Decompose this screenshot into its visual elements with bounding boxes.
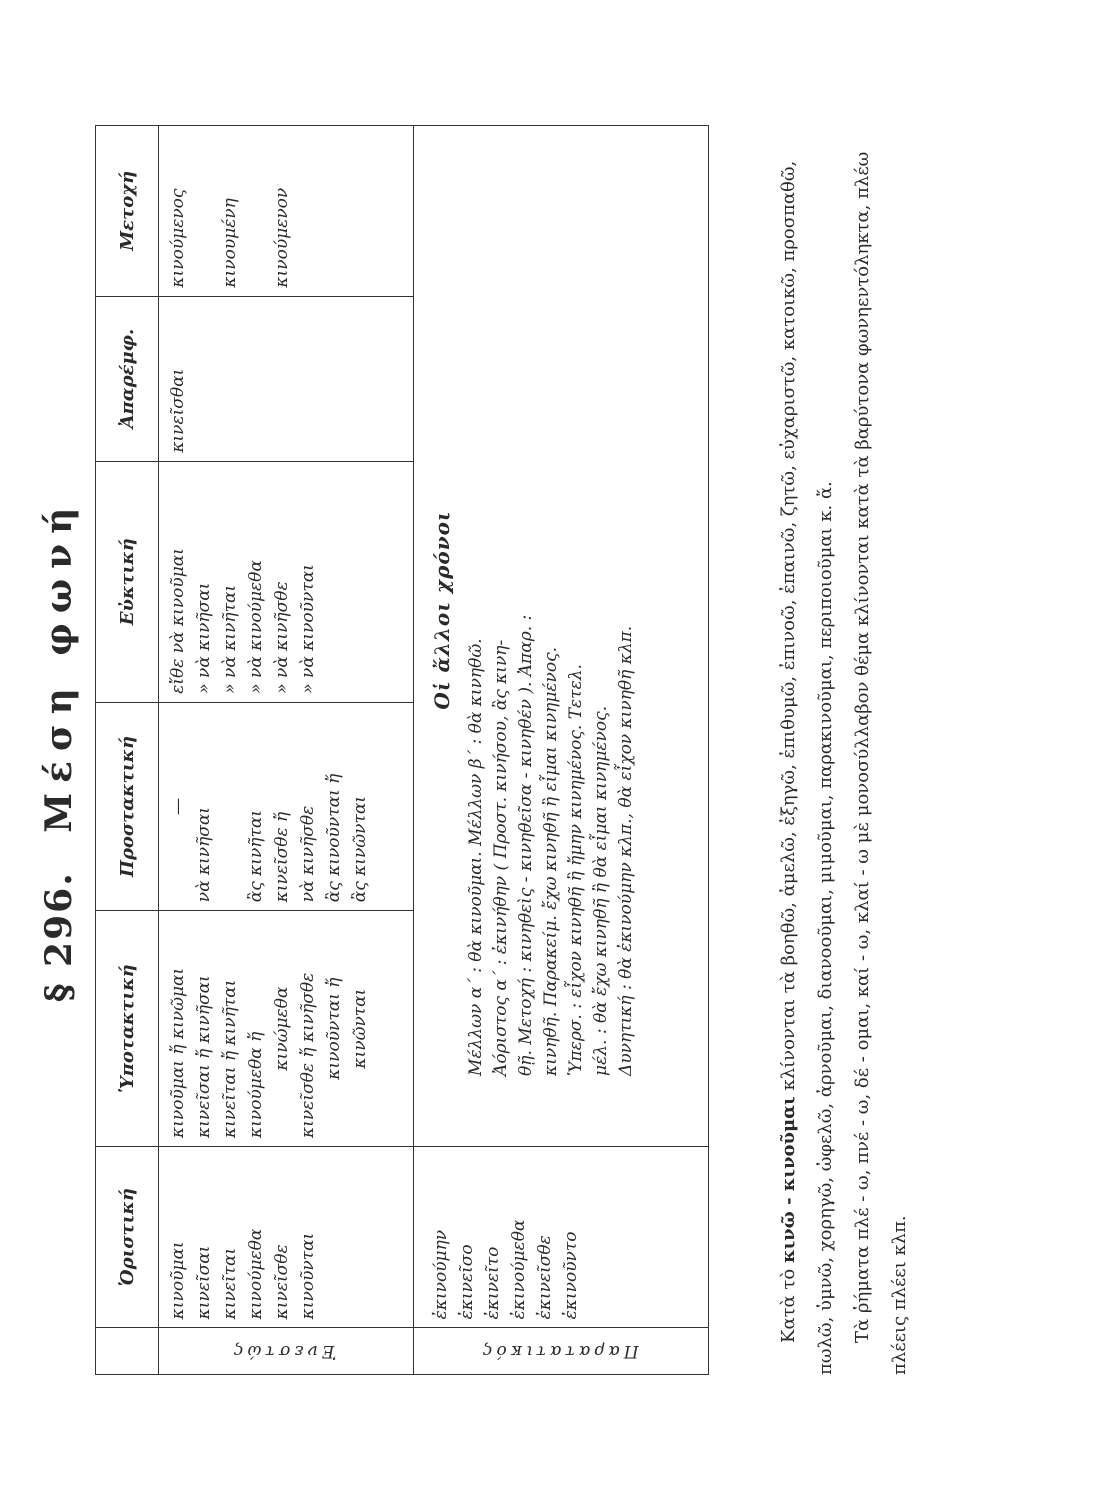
form-text: » νὰ κινούμεθα xyxy=(246,560,266,694)
form-text: ἐκινούμεθα xyxy=(509,1219,529,1320)
form-text: κινεῖσαι ἤ κινῆσαι xyxy=(194,975,214,1138)
label-enestos: Ἐνεστώς xyxy=(230,1341,337,1362)
cell-other-tenses xyxy=(414,126,709,1147)
other-tense-line: κινηθῆ. Παρακείμ. ἔχω κινηθῆ ἢ εἶμαι κινημένος. xyxy=(541,646,561,1076)
note-text: Κατὰ τὸ xyxy=(778,1263,799,1343)
form-text: » νὰ κινῆσαι xyxy=(194,582,214,694)
form-text: κινουμένη xyxy=(220,198,240,288)
form-text: ἐκινεῖτο xyxy=(483,1246,503,1320)
other-tense-line: Ὑπερσ. : εἶχον κινηθῆ ἢ ἤμην κινημένος. Τετελ. xyxy=(566,664,586,1076)
form-text: κινοῦμαι ἤ κινῶμαι xyxy=(168,967,188,1138)
form-text: ἐκινεῖσο xyxy=(457,1244,477,1320)
cell-enestos-prostaktiki xyxy=(159,702,414,911)
form-text: νὰ κινῆσθε xyxy=(298,805,318,903)
other-tenses-title: Οἱ ἄλλοι χρόνοι xyxy=(430,510,454,710)
form-text: » νὰ κινοῦνται xyxy=(298,564,318,694)
header-aparemfato: Ἀπαρέμφ. xyxy=(96,296,159,461)
form-text: κινεῖσθαι xyxy=(168,368,188,453)
cell-enestos-aparemfato xyxy=(159,296,414,461)
form-text: ἐκινεῖσθε xyxy=(535,1235,555,1320)
header-oristiki: Ὁριστική xyxy=(96,1146,159,1327)
form-text xyxy=(191,134,217,288)
form-text: — xyxy=(168,798,188,816)
conjugation-table xyxy=(95,125,709,1375)
label-paratatikos: Παρατατικός xyxy=(478,1341,639,1362)
form-text: ἂς κινῆται xyxy=(246,809,266,903)
form-text: κινοῦνται xyxy=(298,1232,318,1320)
header-euktiki: Εὐκτική xyxy=(96,461,159,702)
page-title xyxy=(38,0,80,1500)
form-text: κινούμεθα xyxy=(246,1228,266,1320)
cell-enestos-euktiki xyxy=(159,461,414,702)
header-prostaktiki: Προστακτική xyxy=(96,702,159,911)
form-text: ἐκινοῦντο xyxy=(561,1231,581,1320)
other-tense-line: μέλ. : θὰ ἔχω κινηθῆ ἢ θὰ εἶμαι κινημένος. xyxy=(591,705,611,1076)
form-text: κινεῖσθε ἤ xyxy=(272,811,292,903)
other-tense-line: Δυνητική : θὰ ἐκινούμην κλπ., θὰ εἶχον κινηθῆ κλπ. xyxy=(616,625,636,1076)
form-text: κινούμενον xyxy=(272,187,292,288)
note-bold-verb: κινῶ - κινοῦμαι xyxy=(778,1096,799,1264)
row-label-paratatikos xyxy=(414,1328,709,1375)
form-text: κινεῖται ἤ κινῆται xyxy=(220,979,240,1138)
form-text: νὰ κινῆσαι xyxy=(194,806,214,903)
form-text: ἐκινούμην xyxy=(431,1229,451,1320)
cell-paratatikos-oristiki xyxy=(414,1146,709,1327)
notes xyxy=(770,115,918,1375)
other-tense-line: θῇ. Μετοχή : κινηθεὶς - κινηθεῖσα - κινηθέν ). Ἀπαρ. : xyxy=(516,614,536,1076)
row-enestos xyxy=(159,126,414,1375)
row-label-enestos xyxy=(159,1328,414,1375)
note-paragraph-1 xyxy=(770,115,844,1375)
form-text: κινοῦμαι xyxy=(168,1241,188,1320)
note-text: κλίνονται τὰ βοηθῶ, ἀμελῶ, ἐξηγῶ, ἐπιθυμῶ, ἐπινοῶ, ἐπαινῶ, ζητῶ, εὐχαριστῶ, κατοικῶ, προσπαθῶ, πωλῶ, ὑμνῶ, χορηγῶ, ὠφελῶ, ἀρνοῦμαι, διανοοῦμαι, μιμοῦμαι, παρακινοῦμαι, περιποιοῦμαι κ. ἄ. xyxy=(778,160,836,1375)
form-text: ἂς κινῶνται xyxy=(350,795,370,903)
cell-enestos-ypotaktiki xyxy=(159,911,414,1147)
form-text: κινεῖσθε xyxy=(272,1244,292,1320)
form-text: κινώμεθα xyxy=(272,986,292,1071)
form-text: κινούμεθα ἤ xyxy=(246,1031,266,1138)
other-tenses-body xyxy=(464,144,639,1076)
cell-enestos-metochi xyxy=(159,126,414,297)
section-title: Μέση φωνή xyxy=(38,497,80,833)
form-text xyxy=(243,134,269,288)
row-paratatikos xyxy=(414,126,709,1375)
other-tense-line: Ἀόριστος α΄ : ἐκινήθην ( Προστ. κινήσου, ἂς κινη- xyxy=(491,639,511,1076)
form-text: κινεῖται xyxy=(220,1247,240,1320)
form-text: κινεῖσαι xyxy=(194,1245,214,1320)
form-text: εἴθε νὰ κινοῦμαι xyxy=(168,548,188,694)
header-row xyxy=(96,126,159,1375)
note-paragraph-2: Τὰ ῥήματα πλέ - ω, πνέ - ω, δέ - ομαι, καί - ω, κλαί - ω μὲ μονοσύλλαβον θέμα κλίνονται κατὰ τὰ βαρύτονα φωνηεντόληκτα, πλέω πλέεις πλέει κλπ. xyxy=(852,151,910,1375)
other-tense-line: Μέλλων α΄ : θὰ κινοῦμαι. Μέλλων β΄ : θὰ κινηθῶ. xyxy=(466,638,486,1076)
form-text: κινοῦνται ἤ xyxy=(324,977,344,1080)
section-number: § 296. xyxy=(38,871,80,1003)
form-text: κινῶνται xyxy=(350,988,370,1069)
corner-cell xyxy=(96,1328,159,1375)
header-ypotaktiki: Ὑποτακτική xyxy=(96,911,159,1147)
form-text: ἂς κινοῦνται ἤ xyxy=(324,773,344,903)
form-text: » νὰ κινῆται xyxy=(220,584,240,694)
form-text xyxy=(217,711,243,903)
form-text: κινούμενος xyxy=(168,188,188,288)
form-text: κινεῖσθε ἤ κινῆσθε xyxy=(298,972,318,1138)
header-metochi: Μετοχή xyxy=(96,126,159,297)
cell-enestos-oristiki xyxy=(159,1146,414,1327)
form-text: » νὰ κινῆσθε xyxy=(272,581,292,694)
